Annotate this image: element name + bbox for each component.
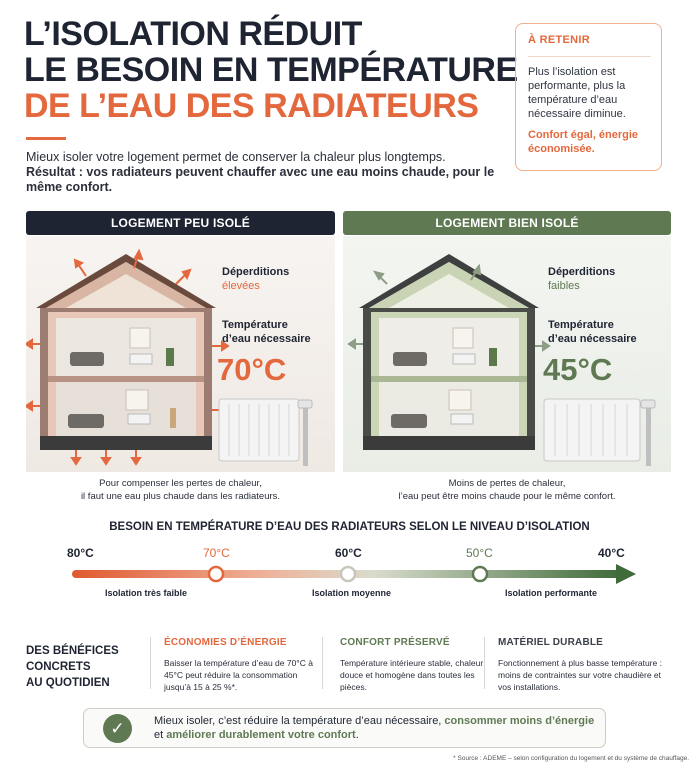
conclusion-part-5: . bbox=[355, 729, 359, 741]
retenir-highlight: Confort égal, énergie économisée. bbox=[528, 129, 639, 155]
right-caption-2: l’eau peut être moins chaude pour le même confort. bbox=[398, 491, 616, 502]
benefit-energy bbox=[164, 637, 319, 693]
conclusion-text bbox=[154, 714, 594, 742]
tick-80: 80°C bbox=[67, 546, 94, 560]
benefit-energy-heading: ÉCONOMIES D’ÉNERGIE bbox=[164, 637, 287, 648]
right-deperditions-value: faibles bbox=[548, 280, 580, 292]
benefit-durable-text: Fonctionnement à plus basse température : moins de contraintes sur votre chaudière et vos installations. bbox=[498, 658, 662, 692]
left-caption-2: il faut une eau plus chaude dans les radiateurs. bbox=[80, 491, 281, 502]
conclusion-highlight-1: consommer moins d’énergie bbox=[444, 715, 595, 727]
source-note: * Source : ADEME – selon configuration du logement et du système de chauffage. bbox=[453, 755, 689, 762]
title-line-2: LE BESOIN EN TEMPÉRATURE bbox=[24, 51, 518, 89]
left-deperditions-label: Déperditions bbox=[222, 266, 290, 278]
right-temp-label-2: d’eau nécessaire bbox=[548, 333, 637, 345]
right-temp-value: 45°C bbox=[543, 352, 613, 387]
title-line-3: DE L’EAU DES RADIATEURS bbox=[24, 87, 479, 125]
left-caption bbox=[26, 477, 335, 503]
temperature-scale-bar bbox=[68, 562, 638, 586]
radiator-icon bbox=[544, 399, 655, 466]
benefits-title-line-2: CONCRETS bbox=[26, 661, 91, 673]
right-temp-label bbox=[548, 318, 637, 346]
divider bbox=[322, 637, 323, 689]
scale-label-mid: Isolation moyenne bbox=[312, 588, 392, 598]
intro-text: Mieux isoler votre logement permet de conserver la chaleur plus longtemps. bbox=[26, 150, 446, 164]
scale-marker-60 bbox=[341, 567, 355, 581]
intro-paragraph bbox=[26, 150, 496, 195]
left-deperditions-value: élevées bbox=[222, 280, 260, 292]
tick-70: 70°C bbox=[203, 546, 230, 560]
right-deperditions bbox=[548, 265, 615, 293]
benefit-comfort-heading: CONFORT PRÉSERVÉ bbox=[340, 637, 450, 648]
scale-label-high: Isolation performante bbox=[505, 588, 598, 598]
title-line-1: L’ISOLATION RÉDUIT bbox=[24, 15, 362, 53]
retenir-box bbox=[515, 23, 662, 171]
right-deperditions-label: Déperditions bbox=[548, 266, 616, 278]
left-temp-value: 70°C bbox=[217, 352, 287, 387]
left-deperditions bbox=[222, 265, 289, 293]
left-temp-label-1: Température bbox=[222, 319, 288, 331]
right-caption-1: Moins de pertes de chaleur, bbox=[448, 478, 566, 489]
scale-label-low: Isolation très faible bbox=[105, 588, 188, 598]
right-caption bbox=[343, 477, 671, 503]
check-icon: ✓ bbox=[103, 714, 132, 743]
tick-60: 60°C bbox=[335, 546, 362, 560]
retenir-body: Plus l’isolation est performante, plus la température d’eau nécessaire diminue. bbox=[528, 56, 651, 121]
right-panel-header: LOGEMENT BIEN ISOLÉ bbox=[343, 211, 671, 235]
radiator-icon bbox=[219, 399, 312, 466]
tick-40: 40°C bbox=[598, 546, 625, 560]
divider bbox=[484, 637, 485, 689]
left-panel-header: LOGEMENT PEU ISOLÉ bbox=[26, 211, 335, 235]
benefit-comfort-text: Température intérieure stable, chaleur douce et homogène dans toutes les pièces. bbox=[340, 658, 484, 692]
right-temp-label-1: Température bbox=[548, 319, 614, 331]
benefit-durable-heading: MATÉRIEL DURABLE bbox=[498, 637, 604, 648]
benefits-title bbox=[26, 643, 119, 691]
benefit-energy-text: Baisser la température d’eau de 70°C à 45°C peut réduire la consommation jusqu’à 15 à 25 %*. bbox=[164, 658, 313, 692]
conclusion-highlight-2: améliorer durablement votre confort bbox=[166, 729, 356, 741]
scale-title: BESOIN EN TEMPÉRATURE D’EAU DES RADIATEURS SELON LE NIVEAU D’ISOLATION bbox=[109, 521, 590, 533]
tick-50: 50°C bbox=[466, 546, 493, 560]
page-title bbox=[24, 15, 518, 125]
left-temp-label-2: d’eau nécessaire bbox=[222, 333, 311, 345]
title-underline bbox=[26, 137, 66, 140]
conclusion-part-1: Mieux isoler, c’est réduire la température d’eau nécessaire, bbox=[154, 715, 445, 727]
benefits-title-line-3: AU QUOTIDIEN bbox=[26, 677, 110, 689]
benefit-comfort bbox=[340, 637, 495, 693]
scale-marker-50 bbox=[473, 567, 487, 581]
conclusion-part-3: et bbox=[154, 729, 167, 741]
benefit-durable bbox=[498, 637, 668, 693]
conclusion-box bbox=[83, 708, 606, 748]
retenir-heading: À RETENIR bbox=[528, 34, 590, 46]
left-temp-label bbox=[222, 318, 311, 346]
benefits-title-line-1: DES BÉNÉFICES bbox=[26, 645, 119, 657]
intro-result: Résultat : vos radiateurs peuvent chauffer avec une eau moins chaude, pour le même confort. bbox=[26, 165, 495, 194]
scale-marker-70 bbox=[209, 567, 223, 581]
well-insulated-house-illustration bbox=[343, 236, 671, 472]
left-caption-1: Pour compenser les pertes de chaleur, bbox=[99, 478, 262, 489]
divider bbox=[150, 637, 151, 689]
